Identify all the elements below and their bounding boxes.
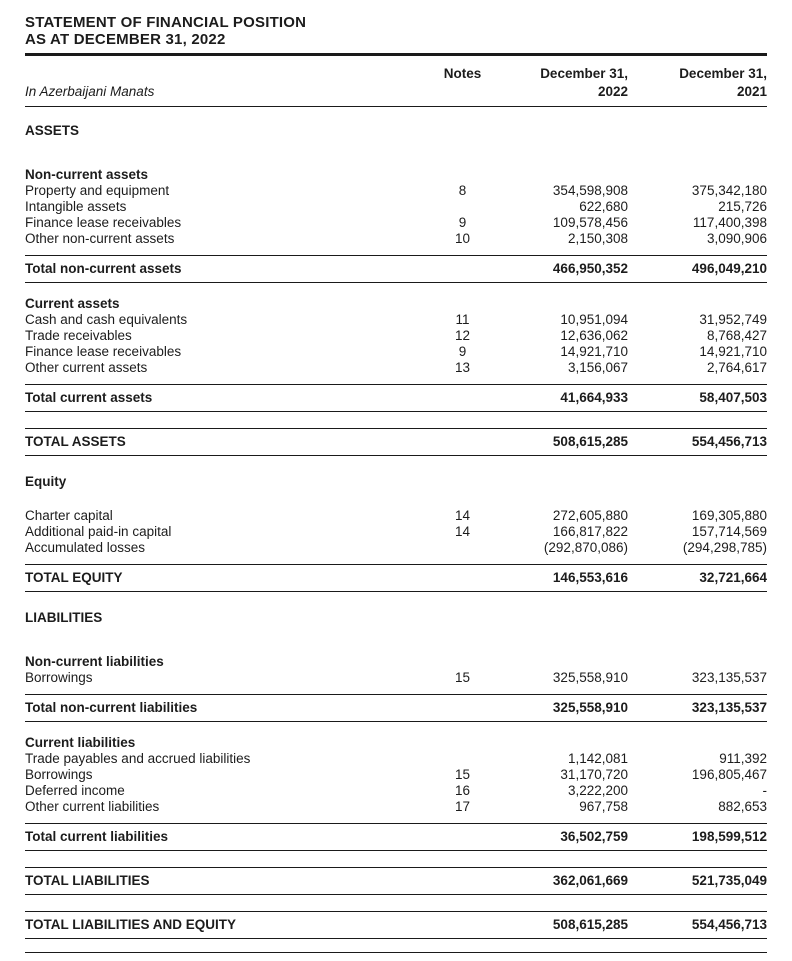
row-label: TOTAL LIABILITIES AND EQUITY xyxy=(25,917,237,932)
value-2022: 36,502,759 xyxy=(560,829,628,844)
line-item-row xyxy=(25,312,767,328)
page-title xyxy=(25,14,767,48)
value-2021: 58,407,503 xyxy=(699,390,767,405)
subheading-row xyxy=(25,735,767,751)
row-label: Charter capital xyxy=(25,508,113,523)
value-2021: (294,298,785) xyxy=(682,540,767,555)
value-2022: 272,605,880 xyxy=(552,508,628,523)
line-item-row xyxy=(25,670,767,686)
value-2022: 146,553,616 xyxy=(552,570,628,585)
value-2022: 3,156,067 xyxy=(567,360,628,375)
row-label: Finance lease receivables xyxy=(25,344,182,359)
line-item-row xyxy=(25,344,767,360)
value-2021: 882,653 xyxy=(718,799,767,814)
column-header-2021-line2: 2021 xyxy=(736,84,767,99)
note-ref: 9 xyxy=(458,215,467,230)
line-item-row xyxy=(25,508,767,524)
value-2022: 10,951,094 xyxy=(560,312,628,327)
row-label: Total non-current assets xyxy=(25,261,182,276)
column-header-2021-line1: December 31, xyxy=(679,66,767,81)
statement-title-line2: AS AT DECEMBER 31, 2022 xyxy=(25,31,226,48)
row-label: Trade payables and accrued liabilities xyxy=(25,751,251,766)
line-item-row xyxy=(25,215,767,231)
section-row xyxy=(25,474,767,490)
value-2022: 3,222,200 xyxy=(567,783,628,798)
total-row xyxy=(25,694,767,722)
column-header-2022-line2: 2022 xyxy=(597,84,628,99)
value-2021: 215,726 xyxy=(718,199,767,214)
value-2022: 31,170,720 xyxy=(560,767,628,782)
total-row xyxy=(25,911,767,939)
row-label: Deferred income xyxy=(25,783,125,798)
header-spacer xyxy=(25,66,420,82)
row-label: Total current liabilities xyxy=(25,829,169,844)
value-2021: 8,768,427 xyxy=(706,328,767,343)
value-2022: 508,615,285 xyxy=(552,434,628,449)
section-row xyxy=(25,610,767,626)
value-2022: 325,558,910 xyxy=(552,700,628,715)
line-item-row xyxy=(25,183,767,199)
row-label: Non-current liabilities xyxy=(25,654,164,669)
value-2021: 554,456,713 xyxy=(691,434,767,449)
page-bottom-rule xyxy=(25,952,767,953)
value-2021: 323,135,537 xyxy=(691,700,767,715)
value-2021: 496,049,210 xyxy=(691,261,767,276)
value-2021: 157,714,569 xyxy=(691,524,767,539)
row-label: Intangible assets xyxy=(25,199,127,214)
row-label: Total non-current liabilities xyxy=(25,700,198,715)
line-item-row xyxy=(25,328,767,344)
value-2022: 14,921,710 xyxy=(560,344,628,359)
value-2022: 41,664,933 xyxy=(560,390,628,405)
column-header-2022-line1: December 31, xyxy=(540,66,628,81)
value-2021: 554,456,713 xyxy=(691,917,767,932)
value-2022: 1,142,081 xyxy=(567,751,628,766)
note-ref: 12 xyxy=(454,328,471,343)
statement-rows xyxy=(25,113,767,947)
value-2021: 323,135,537 xyxy=(691,670,767,685)
line-item-row xyxy=(25,524,767,540)
value-2021: 169,305,880 xyxy=(691,508,767,523)
subheading-row xyxy=(25,167,767,183)
row-label: Borrowings xyxy=(25,670,93,685)
row-label: TOTAL EQUITY xyxy=(25,570,123,585)
row-label: Borrowings xyxy=(25,767,93,782)
row-label: Additional paid-in capital xyxy=(25,524,172,539)
value-2022: 325,558,910 xyxy=(552,670,628,685)
value-2022: 109,578,456 xyxy=(552,215,628,230)
value-2022: 967,758 xyxy=(579,799,628,814)
row-label: Total current assets xyxy=(25,390,153,405)
value-2022: 2,150,308 xyxy=(567,231,628,246)
note-ref: 14 xyxy=(454,508,471,523)
row-label: TOTAL LIABILITIES xyxy=(25,873,150,888)
row-label: ASSETS xyxy=(25,123,80,138)
note-ref: 8 xyxy=(458,183,467,198)
value-2021: 31,952,749 xyxy=(699,312,767,327)
row-label: Accumulated losses xyxy=(25,540,146,555)
value-2021: 375,342,180 xyxy=(691,183,767,198)
subheading-row xyxy=(25,296,767,312)
value-2022: 12,636,062 xyxy=(560,328,628,343)
line-item-row xyxy=(25,751,767,767)
note-ref: 11 xyxy=(455,312,470,327)
total-row xyxy=(25,428,767,456)
row-label: Other non-current assets xyxy=(25,231,175,246)
note-ref: 9 xyxy=(458,344,467,359)
subheading-row xyxy=(25,654,767,670)
note-ref: 15 xyxy=(454,767,471,782)
value-2021: 2,764,617 xyxy=(706,360,767,375)
row-label: Property and equipment xyxy=(25,183,170,198)
statement-title-line1: STATEMENT OF FINANCIAL POSITION xyxy=(25,14,307,31)
column-header-notes: Notes xyxy=(443,66,482,81)
row-label: Other current assets xyxy=(25,360,148,375)
note-ref: 14 xyxy=(454,524,471,539)
section-row xyxy=(25,123,767,139)
value-2022: 166,817,822 xyxy=(552,524,628,539)
row-label: Non-current assets xyxy=(25,167,149,182)
row-label: Current assets xyxy=(25,296,120,311)
line-item-row xyxy=(25,767,767,783)
value-2022: 466,950,352 xyxy=(552,261,628,276)
value-2021: 117,400,398 xyxy=(692,215,767,230)
row-label: LIABILITIES xyxy=(25,610,103,625)
value-2021: 32,721,664 xyxy=(699,570,767,585)
value-2021: 14,921,710 xyxy=(699,344,767,359)
value-2021: 911,392 xyxy=(719,751,767,766)
line-item-row xyxy=(25,199,767,215)
row-label: Trade receivables xyxy=(25,328,132,343)
value-2022: 622,680 xyxy=(579,199,628,214)
total-row xyxy=(25,384,767,412)
row-label: TOTAL ASSETS xyxy=(25,434,126,449)
value-2021: - xyxy=(762,783,767,798)
total-row xyxy=(25,823,767,851)
value-2021: 198,599,512 xyxy=(691,829,767,844)
value-2022: 354,598,908 xyxy=(552,183,628,198)
value-2021: 196,805,467 xyxy=(691,767,767,782)
value-2021: 3,090,906 xyxy=(706,231,767,246)
total-row xyxy=(25,255,767,283)
value-2022: 508,615,285 xyxy=(552,917,628,932)
line-item-row xyxy=(25,360,767,376)
note-ref: 10 xyxy=(454,231,471,246)
total-row xyxy=(25,564,767,592)
table-header xyxy=(25,66,767,107)
value-2021: 521,735,049 xyxy=(691,873,767,888)
row-label: Other current liabilities xyxy=(25,799,160,814)
note-ref: 16 xyxy=(454,783,471,798)
row-label: Finance lease receivables xyxy=(25,215,182,230)
row-label: Equity xyxy=(25,474,67,489)
line-item-row xyxy=(25,783,767,799)
row-label: Cash and cash equivalents xyxy=(25,312,188,327)
note-ref: 15 xyxy=(454,670,471,685)
line-item-row xyxy=(25,231,767,247)
value-2022: (292,870,086) xyxy=(543,540,628,555)
title-rule xyxy=(25,53,767,56)
row-label: Current liabilities xyxy=(25,735,136,750)
total-row xyxy=(25,867,767,895)
value-2022: 362,061,669 xyxy=(552,873,628,888)
header-spacer xyxy=(420,84,505,100)
currency-note: In Azerbaijani Manats xyxy=(25,84,155,99)
note-ref: 17 xyxy=(454,799,471,814)
line-item-row xyxy=(25,799,767,815)
line-item-row xyxy=(25,540,767,556)
note-ref: 13 xyxy=(454,360,471,375)
